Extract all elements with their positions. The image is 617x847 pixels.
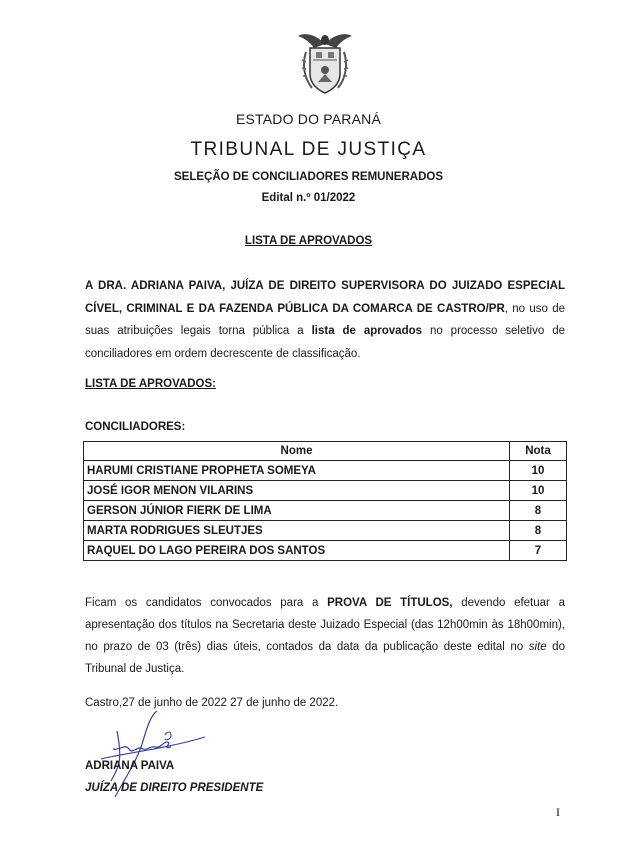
page-number: I (556, 805, 560, 819)
signer-role: JUÍZA DE DIREITO PRESIDENTE (85, 782, 264, 794)
place-and-date: Castro,27 de junho de 2022 27 de junho de 2022. (85, 697, 339, 709)
column-header-score: Nota (510, 442, 567, 461)
table-row (84, 521, 567, 541)
parana-crest-icon (296, 30, 354, 96)
candidate-score: 7 (510, 541, 567, 561)
convocation-italic-term: site (528, 641, 547, 653)
list-title: LISTA DE APROVADOS (244, 235, 373, 247)
conciliators-label: CONCILIADORES: (85, 421, 186, 433)
table-row (84, 541, 567, 561)
candidate-score: 8 (510, 521, 567, 541)
convocation-end: do Tribunal de Justiça. (85, 641, 565, 675)
table-header-row (84, 442, 567, 461)
intro-judge-text: A DRA. ADRIANA PAIVA, JUÍZA DE DIREITO SUPERVISORA DO JUIZADO ESPECIAL CÍVEL, CRIMINAL E DA FAZENDA PÚBLICA DA COMARCA DE CASTRO/PR (85, 280, 565, 315)
convocation-bold-term: PROVA DE TÍTULOS, (327, 597, 453, 609)
convocation-middle: devendo efetuar a apresentação dos títulos na Secretaria deste Juizado Especial (das 12h00min às 18h00min), no prazo de 03 (três) dias úteis, contados da data da publicação deste edital no (85, 597, 565, 653)
edital-number: Edital n.º 01/2022 (261, 192, 356, 204)
table-row (84, 461, 567, 481)
intro-paragraph (85, 275, 565, 365)
candidate-score: 10 (510, 481, 567, 501)
convocation-start: Ficam os candidatos convocados para a (85, 597, 328, 609)
table-row (84, 481, 567, 501)
candidate-name: JOSÉ IGOR MENON VILARINS (84, 481, 510, 501)
candidate-name: RAQUEL DO LAGO PEREIRA DOS SANTOS (84, 541, 510, 561)
approved-section-title: LISTA DE APROVADOS: (85, 378, 216, 390)
approved-table (83, 441, 567, 561)
table-row (84, 501, 567, 521)
candidate-name: GERSON JÚNIOR FIERK DE LIMA (84, 501, 510, 521)
candidate-score: 10 (510, 461, 567, 481)
candidate-score: 8 (510, 501, 567, 521)
signer-name: ADRIANA PAIVA (85, 760, 175, 772)
court-name: TRIBUNAL DE JUSTIÇA (190, 139, 427, 160)
intro-bold-term: lista de aprovados (311, 325, 423, 337)
column-header-name: Nome (84, 442, 510, 461)
intro-middle-text: , no uso de suas atribuições legais torna pública a (85, 302, 566, 337)
intro-end-text: no processo seletivo de conciliadores em ordem decrescente de classificação. (85, 325, 565, 360)
state-name: ESTADO DO PARANÁ (235, 111, 382, 127)
selection-title: SELEÇÃO DE CONCILIADORES REMUNERADOS (174, 171, 443, 183)
candidate-name: HARUMI CRISTIANE PROPHETA SOMEYA (84, 461, 510, 481)
candidate-name: MARTA RODRIGUES SLEUTJES (84, 521, 510, 541)
convocation-paragraph (85, 592, 565, 680)
